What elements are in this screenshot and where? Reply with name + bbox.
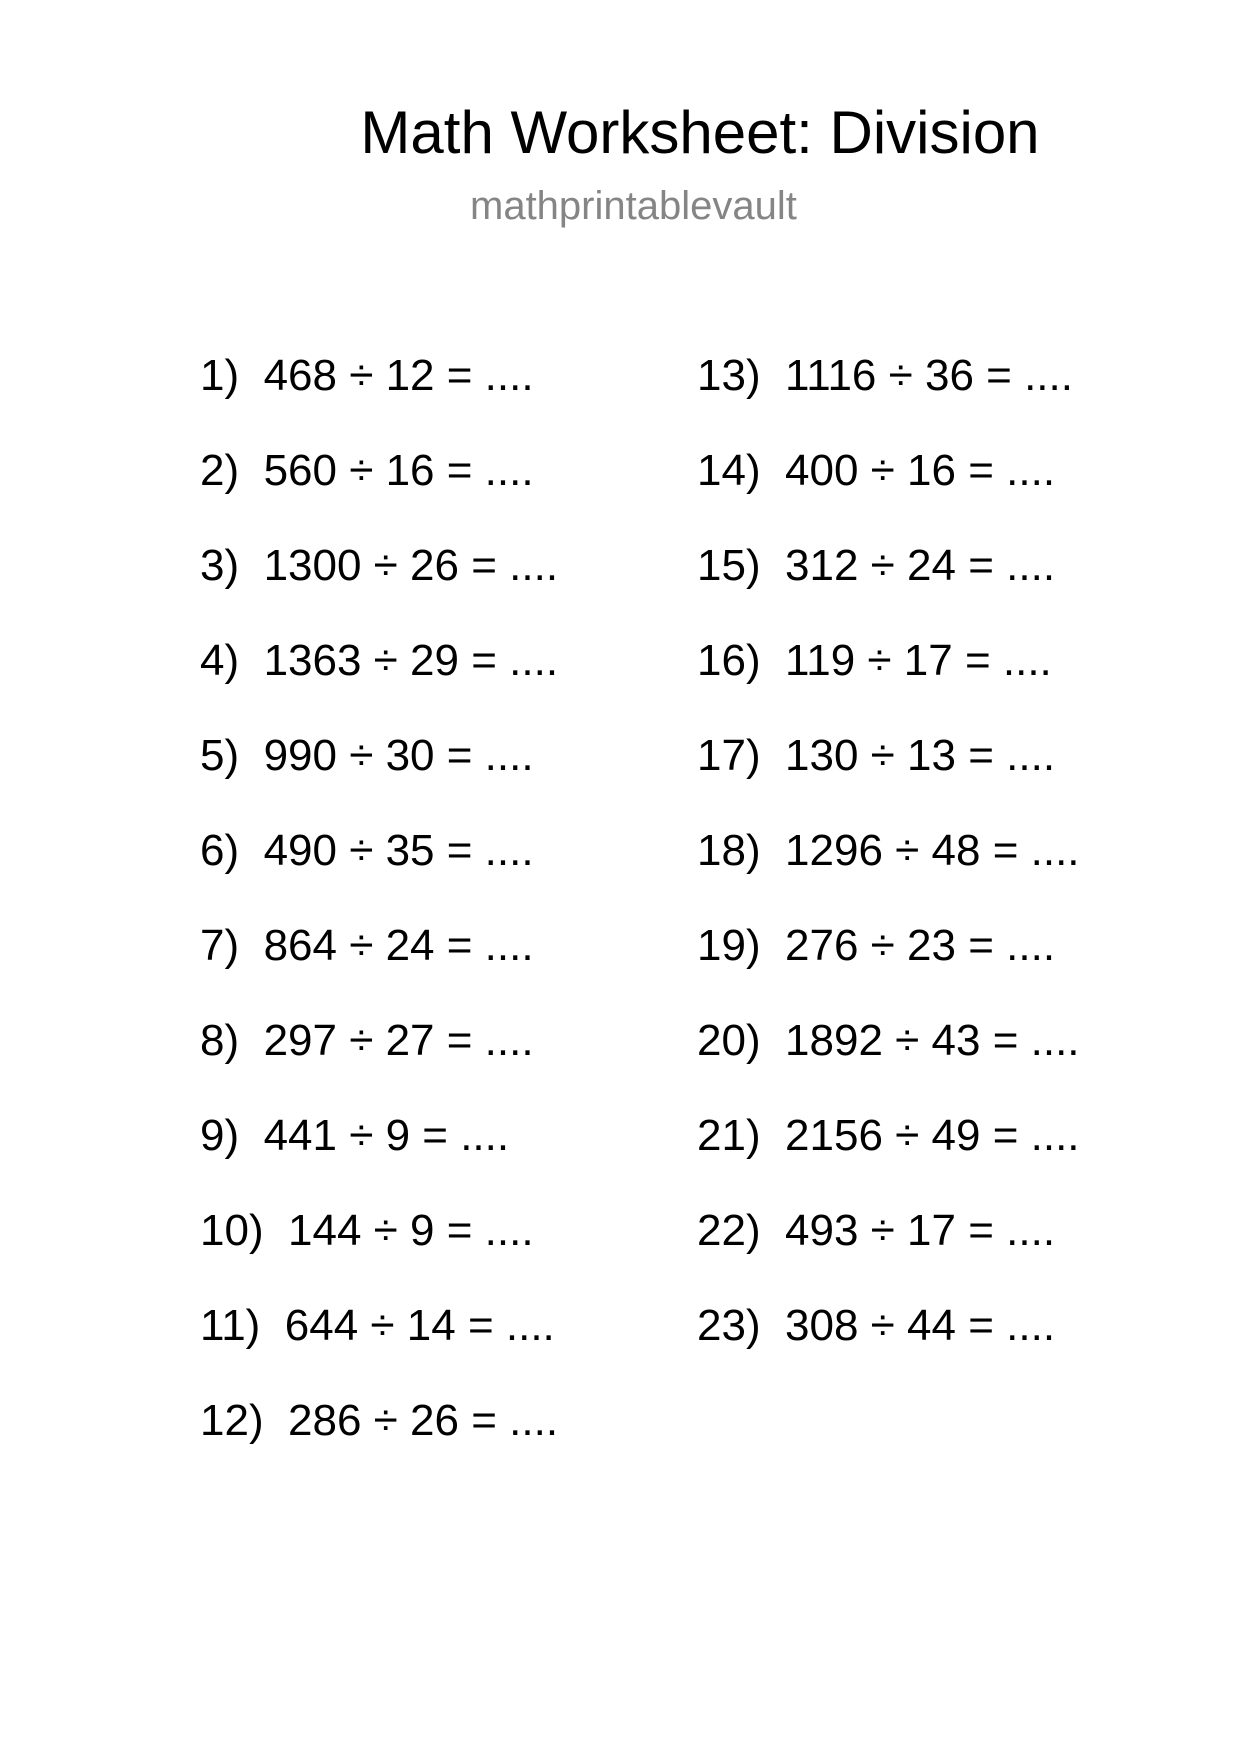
problem-item — [200, 825, 534, 877]
problem-number: 15) — [697, 541, 761, 590]
problem-item — [200, 1110, 509, 1162]
problem-number: 6) — [200, 826, 240, 875]
problem-item — [697, 825, 1080, 877]
problem-item — [200, 1395, 558, 1447]
problem-expression: 468 ÷ 12 = .... — [263, 351, 534, 400]
problem-number: 11) — [200, 1301, 261, 1350]
problem-number: 21) — [697, 1111, 761, 1160]
problem-number: 9) — [200, 1111, 240, 1160]
problem-item — [200, 1015, 534, 1067]
problem-expression: 1300 ÷ 26 = .... — [263, 541, 559, 590]
problem-expression: 493 ÷ 17 = .... — [785, 1206, 1056, 1255]
problem-item — [697, 920, 1055, 972]
problem-expression: 1363 ÷ 29 = .... — [263, 636, 559, 685]
problem-item — [200, 445, 534, 497]
problem-expression: 644 ÷ 14 = .... — [284, 1301, 555, 1350]
problem-number: 10) — [200, 1206, 264, 1255]
problem-expression: 1296 ÷ 48 = .... — [785, 826, 1080, 875]
problem-item — [697, 540, 1055, 592]
problem-number: 20) — [697, 1016, 761, 1065]
problem-item — [697, 445, 1055, 497]
problem-number: 13) — [697, 351, 761, 400]
problem-expression: 276 ÷ 23 = .... — [785, 921, 1056, 970]
problem-item — [697, 1015, 1080, 1067]
problem-number: 18) — [697, 826, 761, 875]
problem-number: 14) — [697, 446, 761, 495]
problem-expression: 400 ÷ 16 = .... — [785, 446, 1056, 495]
problem-item — [200, 920, 534, 972]
problem-item — [697, 635, 1052, 687]
problem-item — [200, 635, 558, 687]
problem-item — [697, 1110, 1080, 1162]
problem-expression: 490 ÷ 35 = .... — [263, 826, 534, 875]
problem-number: 23) — [697, 1301, 761, 1350]
problem-item — [697, 1300, 1055, 1352]
problem-expression: 1116 ÷ 36 = .... — [785, 351, 1073, 400]
problem-item — [697, 350, 1073, 402]
problem-expression: 560 ÷ 16 = .... — [263, 446, 534, 495]
problem-item — [697, 730, 1055, 782]
problem-number: 19) — [697, 921, 761, 970]
problem-item — [200, 540, 558, 592]
problem-expression: 864 ÷ 24 = .... — [263, 921, 534, 970]
page-subtitle: mathprintablevault — [470, 184, 797, 228]
problem-expression: 144 ÷ 9 = .... — [288, 1206, 534, 1255]
problem-item — [697, 1205, 1055, 1257]
problem-number: 3) — [200, 541, 240, 590]
problem-expression: 441 ÷ 9 = .... — [263, 1111, 510, 1160]
problem-number: 16) — [697, 636, 761, 685]
problem-expression: 119 ÷ 17 = .... — [785, 636, 1052, 685]
problem-number: 2) — [200, 446, 240, 495]
problem-expression: 286 ÷ 26 = .... — [288, 1396, 559, 1445]
problem-expression: 2156 ÷ 49 = .... — [785, 1111, 1080, 1160]
problem-number: 17) — [697, 731, 761, 780]
problem-expression: 308 ÷ 44 = .... — [785, 1301, 1056, 1350]
problem-number: 4) — [200, 636, 240, 685]
problem-item — [200, 730, 534, 782]
page-title: Math Worksheet: Division — [360, 99, 1040, 166]
problem-item — [200, 350, 534, 402]
problem-expression: 990 ÷ 30 = .... — [263, 731, 534, 780]
problem-number: 12) — [200, 1396, 264, 1445]
problem-expression: 297 ÷ 27 = .... — [263, 1016, 534, 1065]
problem-number: 5) — [200, 731, 240, 780]
problem-expression: 312 ÷ 24 = .... — [785, 541, 1056, 590]
problem-number: 7) — [200, 921, 240, 970]
problem-number: 22) — [697, 1206, 761, 1255]
problem-number: 8) — [200, 1016, 240, 1065]
problem-expression: 1892 ÷ 43 = .... — [785, 1016, 1080, 1065]
problem-item — [200, 1205, 534, 1257]
problem-number: 1) — [200, 351, 240, 400]
problem-expression: 130 ÷ 13 = .... — [785, 731, 1056, 780]
problem-item — [200, 1300, 555, 1352]
